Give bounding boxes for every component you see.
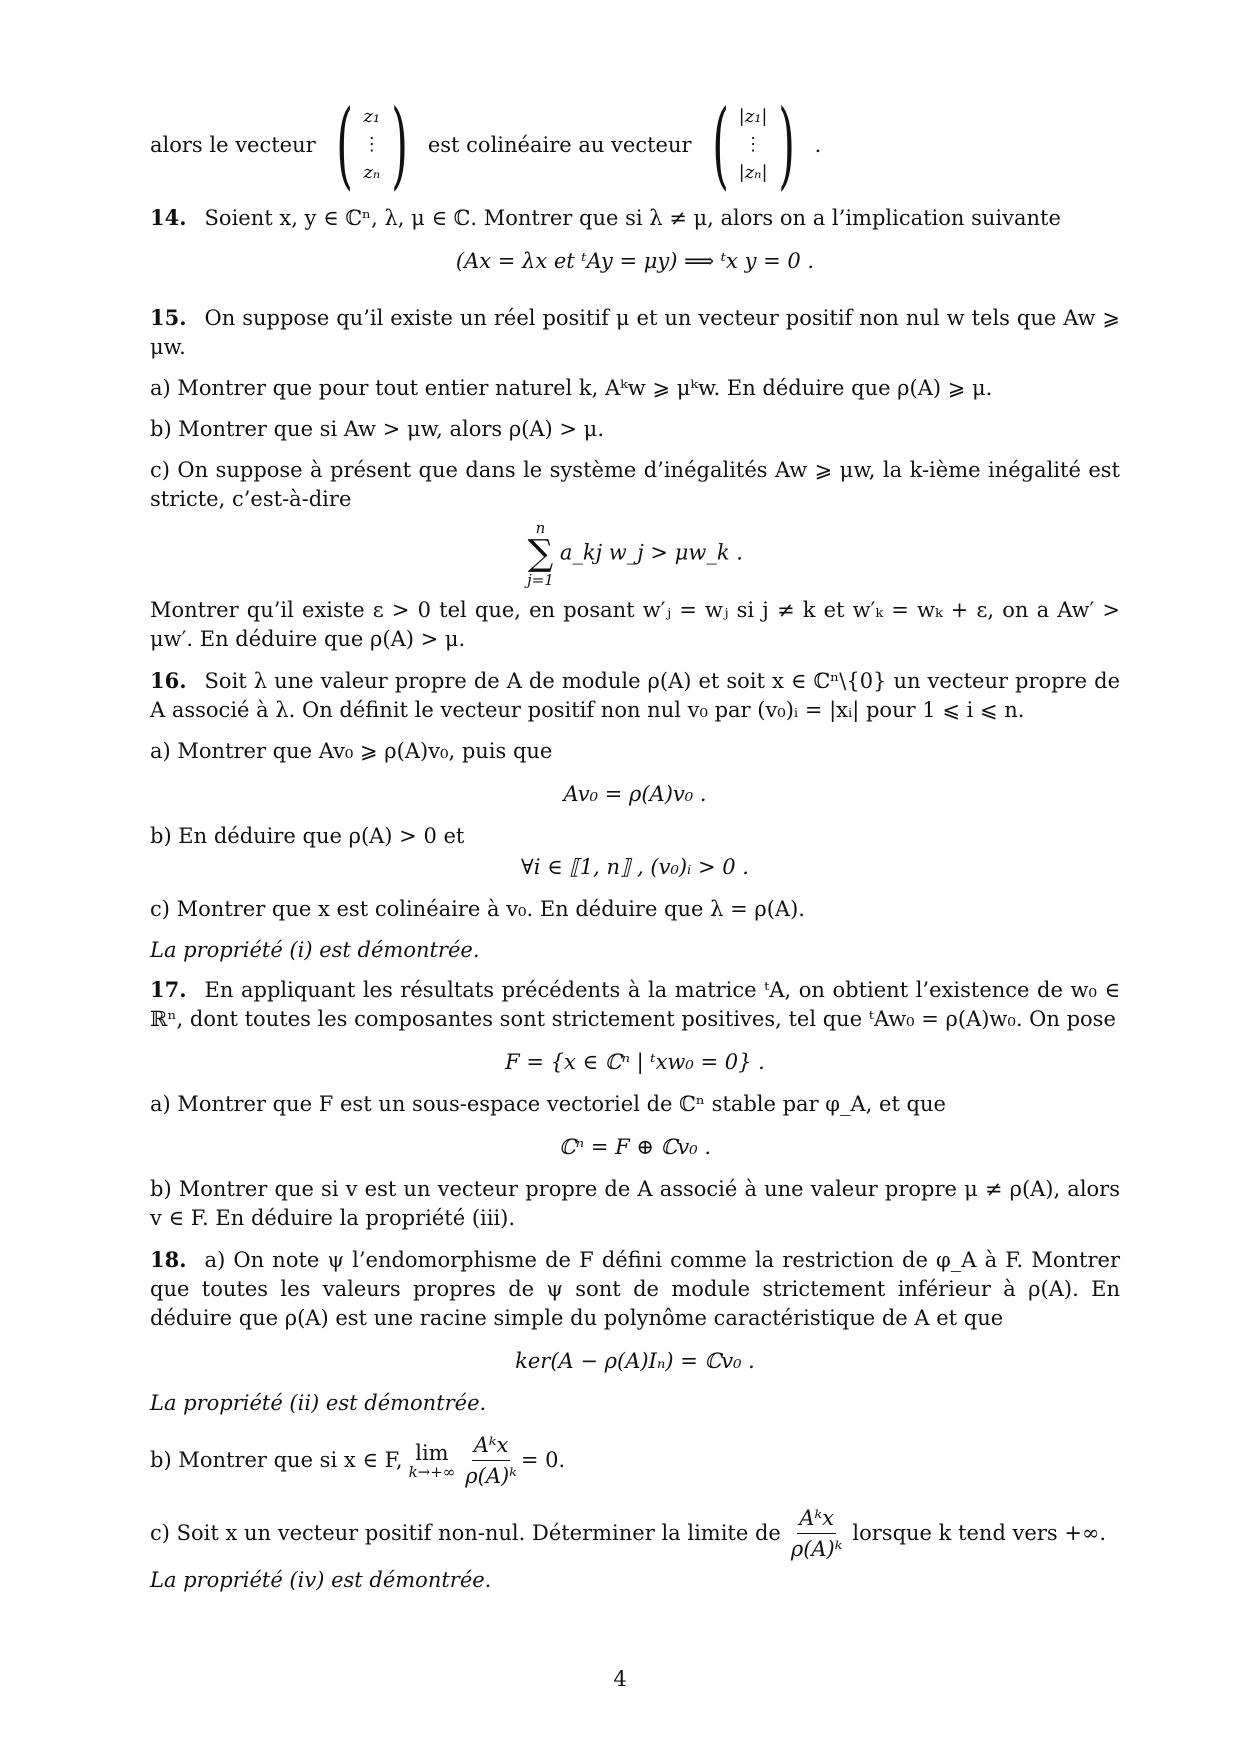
sum-symbol: n ∑ j=1 <box>527 519 554 589</box>
q17-display: F = {x ∈ ℂⁿ | ᵗxw₀ = 0} . <box>505 1050 765 1074</box>
q15-number: 15. <box>150 305 187 330</box>
q13-vector-line <box>150 89 1120 200</box>
q17-text: En appliquant les résultats précédents à la matrice ᵗA, on obtient l’existence de w₀ ∈ ℝⁿ, dont toutes les composantes sont strictement positives, tel que ᵗAw₀ = ρ(A)w₀. On pose <box>150 978 1120 1031</box>
question-18 <box>150 1245 1120 1333</box>
q18-conclusion-ii: La propriété (ii) est démontrée. <box>150 1391 487 1415</box>
question-14 <box>150 203 1120 233</box>
q15-text: On suppose qu’il existe un réel positif μ et un vecteur positif non nul w tels que Aw ⩾ μw. <box>150 306 1120 359</box>
limit-operator: lim k→+∞ <box>408 1440 456 1481</box>
abs-z-vector: ( |z₁| ⋮ |zₙ| ) <box>711 89 795 200</box>
q16-number: 16. <box>150 668 187 693</box>
q13-middle: est colinéaire au vecteur <box>427 133 692 157</box>
q18-conclusion-iv: La propriété (iv) est démontrée. <box>150 1568 492 1592</box>
fraction-c: $\frac{\text{Aᵏx}}{\text{ρ(A)ᵏ}}$ <box>790 1506 843 1561</box>
question-16 <box>150 666 1120 725</box>
q13-suffix: . <box>814 133 822 157</box>
q15-c: c) On suppose à présent que dans le système d’inégalités Aw ⩾ μw, la k-ième inégalité est stricte, c’est-à-dire <box>150 458 1120 511</box>
question-15 <box>150 303 1120 362</box>
q15-c-end: Montrer qu’il existe ε > 0 tel que, en posant w′ⱼ = wⱼ si j ≠ k et w′ₖ = wₖ + ε, on a Aw′ > μw′. En déduire que ρ(A) > μ. <box>150 598 1120 651</box>
question-17 <box>150 975 1120 1034</box>
q17-a: a) Montrer que F est un sous-espace vectoriel de ℂⁿ stable par φ_A, et que <box>150 1092 946 1116</box>
q15-c-display: n ∑ j=1 a_kj w_j > μw_k . <box>527 519 743 589</box>
q14-text: Soient x, y ∈ ℂⁿ, λ, μ ∈ ℂ. Montrer que si λ ≠ μ, alors on a l’implication suivante <box>204 206 1061 230</box>
q16-a-display: Av₀ = ρ(A)v₀ . <box>563 782 707 806</box>
fraction-b: $\frac{\text{Aᵏx}}{\text{ρ(A)ᵏ}}$ <box>465 1433 517 1488</box>
q13-prefix: alors le vecteur <box>150 133 316 157</box>
q16-text: Soit λ une valeur propre de A de module ρ(A) et soit x ∈ ℂⁿ\{0} un vecteur propre de A associé à λ. On définit le vecteur positif non nul v₀ par (v₀)ᵢ = |xᵢ| pour 1 ⩽ i ⩽ n. <box>150 669 1120 722</box>
q17-number: 17. <box>150 977 187 1002</box>
q16-c: c) Montrer que x est colinéaire à v₀. En déduire que λ = ρ(A). <box>150 897 805 921</box>
q17-b: b) Montrer que si v est un vecteur propre de A associé à une valeur propre μ ≠ ρ(A), alors v ∈ F. En déduire la propriété (iii). <box>150 1177 1120 1230</box>
q14-display: (Ax = λx et ᵗAy = μy) ⟹ ᵗx y = 0 . <box>455 249 815 273</box>
q17-a-display: ℂⁿ = F ⊕ ℂv₀ . <box>558 1135 712 1159</box>
q18-b: b) Montrer que si x ∈ F, lim k→+∞ $\frac{\text{Aᵏx}}{\text{ρ(A)ᵏ}}$ = 0. <box>150 1433 566 1488</box>
document-page <box>150 89 1120 1595</box>
q16-b: b) En déduire que ρ(A) > 0 et <box>150 824 465 848</box>
z-vector: ( z₁ ⋮ zₙ ) <box>335 89 408 200</box>
q16-b-display: ∀i ∈ ⟦1, n⟧ , (v₀)ᵢ > 0 . <box>521 855 749 879</box>
q18-a-display: ker(A − ρ(A)Iₙ) = ℂv₀ . <box>515 1349 755 1373</box>
q18-number: 18. <box>150 1247 187 1272</box>
page-number: 4 <box>613 1667 627 1691</box>
q14-number: 14. <box>150 205 187 230</box>
q16-a: a) Montrer que Av₀ ⩾ ρ(A)v₀, puis que <box>150 739 553 763</box>
q15-a: a) Montrer que pour tout entier naturel k, Aᵏw ⩾ μᵏw. En déduire que ρ(A) ⩾ μ. <box>150 376 993 400</box>
q15-b: b) Montrer que si Aw > μw, alors ρ(A) > μ. <box>150 417 605 441</box>
q18-a: a) On note ψ l’endomorphisme de F défini comme la restriction de φ_A à F. Montrer que toutes les valeurs propres de ψ sont de module strictement inférieur à ρ(A). En déduire que ρ(A) est une racine simple du polynôme caractéristique de A et que <box>150 1248 1120 1330</box>
q16-conclusion: La propriété (i) est démontrée. <box>150 938 480 962</box>
q18-c: c) Soit x un vecteur positif non-nul. Déterminer la limite de $\frac{\text{Aᵏx}}{\text{ρ(A)ᵏ}}$ lorsque k tend vers +∞. <box>150 1506 1107 1561</box>
